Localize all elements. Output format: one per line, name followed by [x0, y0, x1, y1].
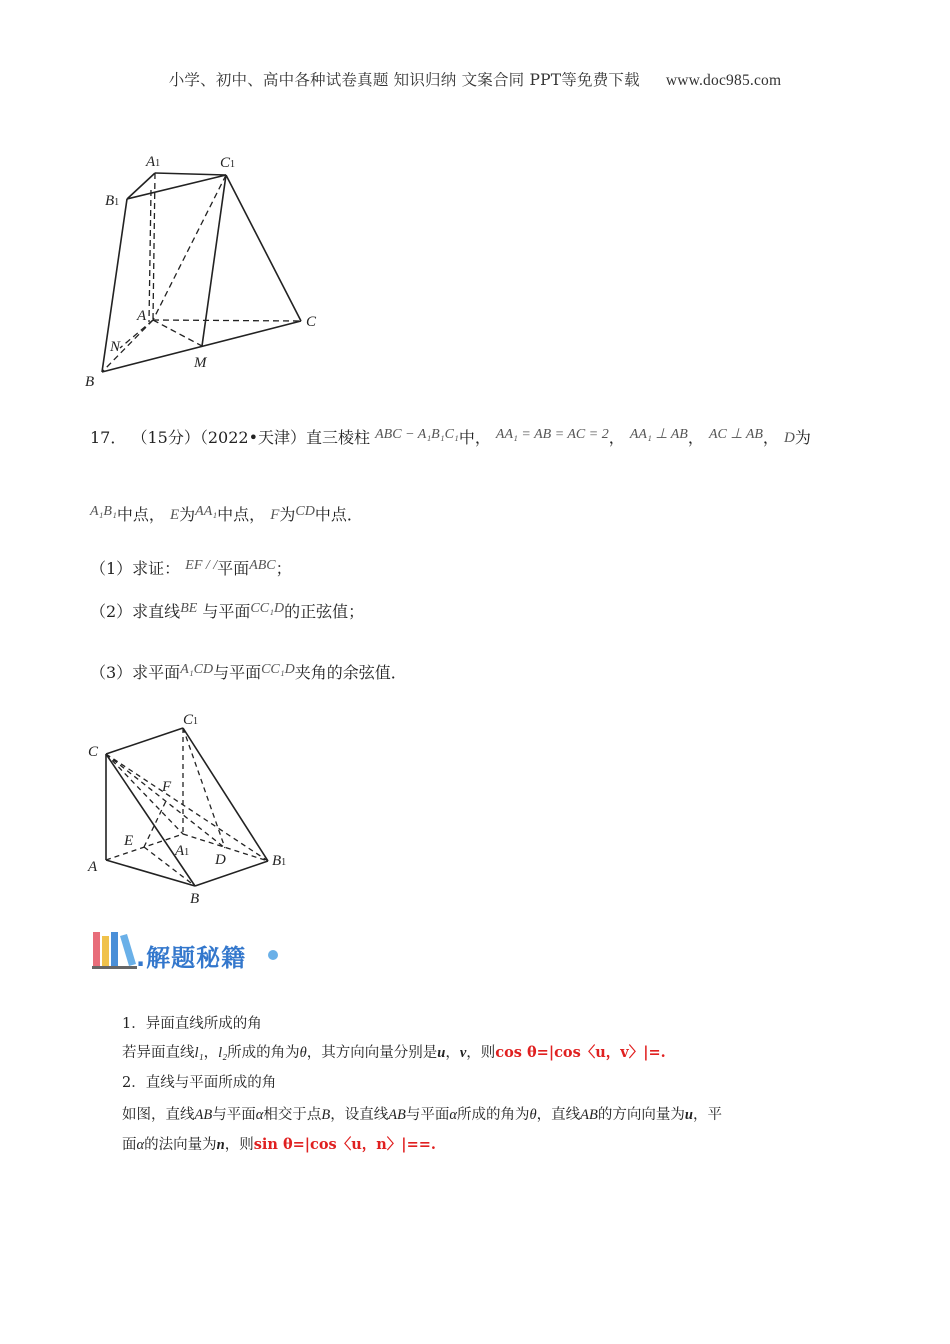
tip2-i: ，平	[692, 1107, 722, 1123]
tip2-u: u	[684, 1107, 693, 1123]
tip2-a: 如图，直线	[122, 1107, 195, 1123]
edge-a1a	[153, 173, 155, 320]
svg-text:C1	[220, 155, 235, 171]
q2-end: 的正弦值；	[284, 602, 365, 621]
label-b1-sub: 1	[114, 197, 120, 208]
tip2-b-point: B	[321, 1107, 331, 1123]
stem-text: 直三棱柱	[306, 428, 371, 447]
q2-mid: 与平面	[202, 602, 251, 621]
tip1-b: 所成的角为	[227, 1045, 300, 1061]
tip2-l2-a: 面	[122, 1137, 137, 1153]
label-c: C	[306, 314, 317, 330]
tip1-c: ，其方向向量分别是	[306, 1045, 438, 1061]
label2-d: D	[215, 852, 226, 868]
edge-am	[153, 320, 202, 346]
tip1-theta: θ	[299, 1045, 307, 1061]
edge-ac	[153, 320, 301, 321]
svg-text:A1	[174, 843, 189, 859]
tip1-formula: cos θ=|cos〈u，v〉|=.	[495, 1044, 666, 1061]
tip2-e: 与平面	[405, 1107, 450, 1123]
dot-icon	[267, 949, 279, 961]
problem-number: 17．	[90, 428, 127, 447]
tip1-l2: l₂	[218, 1045, 228, 1061]
tip2-theta: θ	[529, 1107, 537, 1123]
tip2-alpha3: α	[136, 1137, 145, 1153]
punct-3: ，	[762, 428, 779, 447]
tip1-u: u	[437, 1045, 446, 1061]
math-q3-plane2: CC₁D	[261, 662, 295, 677]
tips-title: .解题秘籍	[136, 944, 247, 972]
header-url[interactable]: www.doc985.com	[665, 72, 782, 89]
edge2-cb	[106, 754, 195, 886]
tip2-f: 所成的角为	[457, 1107, 530, 1123]
label-b: B	[85, 374, 95, 390]
tips-header	[92, 930, 292, 972]
label-m: M	[194, 355, 207, 371]
stem-text-2: 中，	[458, 428, 491, 447]
label-n: N	[110, 339, 121, 355]
tip2-g: ，直线	[536, 1107, 581, 1123]
figure-prism-2	[80, 708, 310, 913]
label2-c1: C	[183, 712, 194, 728]
tip2-ab3: AB	[580, 1107, 598, 1123]
tip1-comma: ，	[445, 1045, 460, 1061]
label2-a: A	[88, 859, 98, 875]
label2-a1: A	[175, 843, 185, 859]
question-1	[90, 556, 292, 579]
stem-wei: 为	[794, 428, 811, 447]
label-a1: A	[146, 154, 156, 170]
q3-end: 夹角的余弦值．	[294, 663, 407, 682]
stem-mid1: 中点，	[116, 505, 165, 524]
tip2-formula: sin θ=|cos〈u，n〉|==.	[253, 1136, 436, 1153]
label2-a1-sub: 1	[184, 847, 190, 858]
stem-mid2: 中点，	[217, 505, 266, 524]
edge2-bb1	[195, 861, 268, 886]
tip2-l2-b: 的法向量为	[144, 1137, 217, 1153]
math-q2-plane: CC₁D	[250, 601, 285, 616]
math-seg1: A₁B₁	[90, 504, 117, 519]
label2-b1: B	[272, 853, 282, 869]
edge2-ca1	[106, 754, 183, 834]
math-q3-plane1: A₁CD	[180, 662, 214, 677]
edge2-ab	[106, 860, 195, 886]
label-c1: C	[220, 155, 231, 171]
math-f: F	[270, 507, 280, 523]
math-q1-plane: ABC	[249, 558, 276, 573]
tip-2-line2	[122, 1133, 436, 1154]
math-cond3: AC ⊥ AB	[708, 427, 763, 442]
tip2-alpha: α	[255, 1107, 264, 1123]
edge2-c1b1	[183, 728, 268, 861]
q2-prefix: （2）求直线	[90, 602, 181, 621]
svg-text:B1	[272, 853, 286, 869]
edge-an	[120, 320, 153, 348]
tip2-h: 的方向向量为	[597, 1107, 685, 1123]
tip1-d: ，则	[466, 1045, 496, 1061]
q1-mid: 平面	[217, 559, 250, 578]
tip1-v: v	[459, 1045, 467, 1061]
punct-2: ，	[687, 428, 704, 447]
svg-text:B1	[105, 193, 119, 209]
q3-mid: 与平面	[213, 663, 262, 682]
question-2	[90, 599, 364, 622]
header-text: 小学、初中、高中各种试卷真题 知识归纳 文案合同 PPT等免费下载	[168, 71, 640, 89]
tip1-a: 若异面直线	[122, 1045, 195, 1061]
label2-b1-sub: 1	[281, 857, 287, 868]
math-cond2: AA₁ ⊥ AB	[629, 427, 688, 442]
tip-2-title: 2．直线与平面所成的角	[122, 1075, 277, 1091]
stem-mid3: 中点．	[314, 505, 363, 524]
q1-end: ；	[275, 559, 292, 578]
tip-1-title: 1．异面直线所成的角	[122, 1016, 262, 1032]
edge-a1c1	[155, 173, 226, 175]
tip1-sep: ，	[203, 1045, 219, 1061]
label2-f: F	[162, 779, 172, 795]
tip2-n: n	[216, 1137, 225, 1153]
edge-c1c	[226, 175, 301, 321]
problem-17-stem-line1	[90, 425, 811, 448]
tip2-alpha2: α	[449, 1107, 458, 1123]
tip2-ab2: AB	[388, 1107, 406, 1123]
label-a: A	[137, 308, 147, 324]
edge2-c1d	[183, 728, 225, 848]
page-header	[0, 68, 950, 90]
tip1-l1: l₁	[194, 1045, 204, 1061]
tip-2-line1	[122, 1103, 722, 1124]
label2-c1-sub: 1	[193, 716, 199, 727]
math-cond1: AA₁ = AB = AC = 2	[495, 427, 609, 442]
edge2-ef	[144, 801, 166, 847]
problem-score: （15分）	[131, 428, 200, 447]
figure-prism-1	[80, 150, 340, 395]
problem-17-stem-line2	[90, 502, 363, 525]
svg-text:A1	[145, 154, 160, 170]
tip2-d: ，设直线	[330, 1107, 389, 1123]
label-c1-sub: 1	[230, 159, 236, 170]
tip2-b: 与平面	[212, 1107, 256, 1123]
label2-c: C	[88, 744, 99, 760]
math-q1-expr: EF / /	[185, 558, 218, 573]
tip2-ab: AB	[194, 1107, 213, 1123]
edge2-cc1	[106, 728, 183, 754]
stem-wei3: 为	[279, 505, 296, 524]
stem-wei2: 为	[179, 505, 196, 524]
label-b1: B	[105, 193, 115, 209]
math-e: E	[169, 507, 180, 523]
tip-1-text	[122, 1041, 666, 1062]
q1-prefix: （1）求证：	[90, 559, 181, 578]
punct-1: ，	[608, 428, 625, 447]
math-seg3: CD	[295, 504, 315, 519]
math-prism: ABC − A₁B₁C₁	[375, 427, 459, 442]
svg-text:C1	[183, 712, 198, 728]
label-a1-sub: 1	[155, 158, 161, 169]
q3-prefix: （3）求平面	[90, 663, 181, 682]
tip2-l2-c: ，则	[224, 1137, 254, 1153]
math-seg2: AA₁	[195, 504, 218, 519]
label2-b: B	[190, 891, 200, 907]
question-3	[90, 660, 407, 683]
books-icon	[92, 930, 138, 970]
math-q2-line: BE	[180, 601, 198, 616]
edge-b1c1	[127, 175, 226, 199]
label2-e: E	[124, 833, 134, 849]
edge-a1a-2	[149, 190, 151, 322]
problem-source: （2022•天津）	[199, 428, 307, 447]
math-d: D	[784, 430, 795, 446]
tip2-c: 相交于点	[263, 1107, 322, 1123]
